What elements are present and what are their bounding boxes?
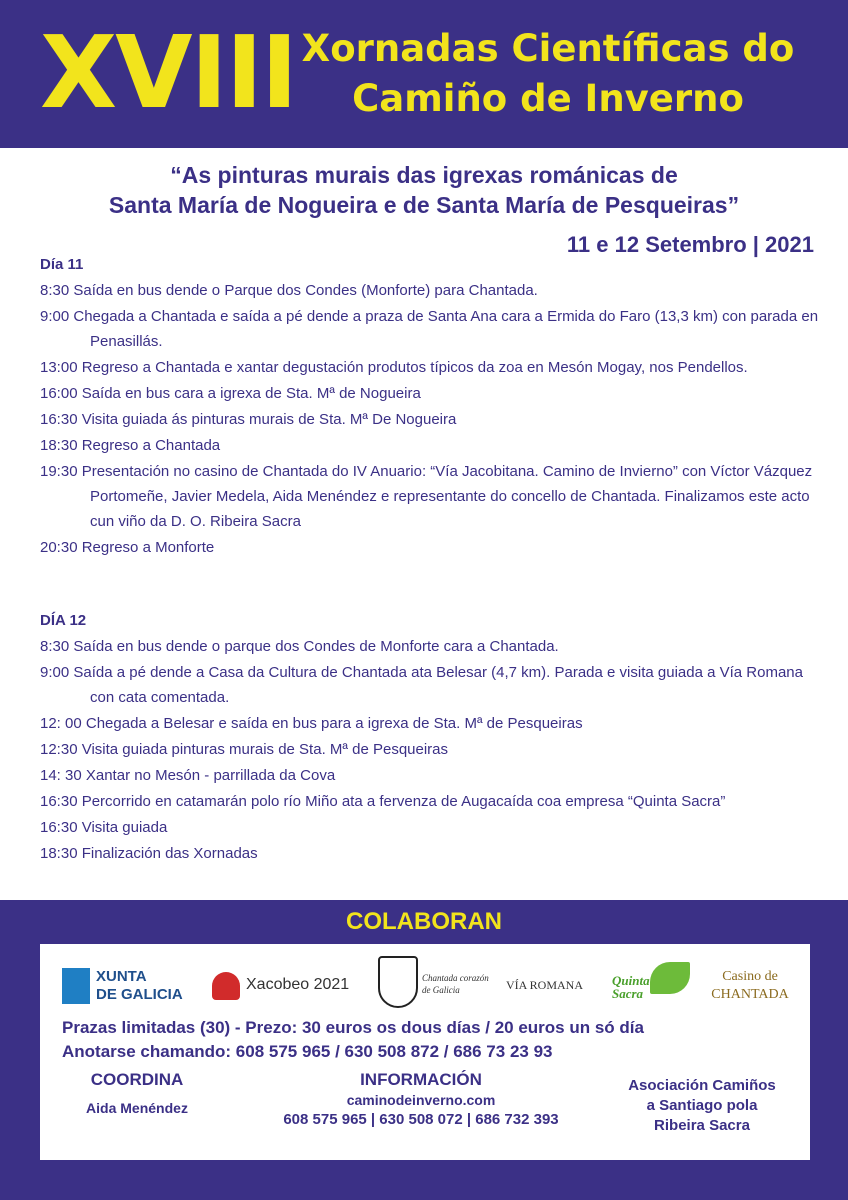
program-subtitle xyxy=(0,160,848,220)
schedule-item: 8:30 Saída en bus dende o Parque dos Condes (Monforte) para Chantada. xyxy=(40,282,538,299)
association-line3: Ribeira Sacra xyxy=(654,1117,750,1134)
casino-line2: CHANTADA xyxy=(711,987,789,1002)
header-banner xyxy=(0,0,848,148)
schedule-item: 9:00 Saída a pé dende a Casa da Cultura de Chantada ata Belesar (4,7 km). Parada e visita guiada a Vía Romana con cata comentada. xyxy=(40,664,803,706)
association-block xyxy=(612,1076,792,1136)
day2-title: DÍA 12 xyxy=(40,612,87,629)
info-phones: 608 575 965 | 630 508 072 | 686 732 393 xyxy=(283,1111,559,1128)
schedule-item: 19:30 Presentación no casino de Chantada do IV Anuario: “Vía Jacobitana. Camino de Invierno” con Víctor Vázquez Portomeñe, Javier Medela, Aida Menéndez e representante do concello de Chantada. Finalizamos este acto cun viño da D. O. Ribeira Sacra xyxy=(40,463,813,530)
schedule-item: 20:30 Regreso a Monforte xyxy=(40,539,215,556)
xunta-line2: DE GALICIA xyxy=(96,986,183,1003)
schedule-item: 13:00 Regreso a Chantada e xantar degustación produtos típicos da zoa en Mesón Mogay, nos Pendellos. xyxy=(40,359,748,376)
footer-section xyxy=(0,900,848,1200)
collaborators-panel xyxy=(40,944,810,1160)
casino-line1: Casino de xyxy=(722,969,778,984)
chantada-logo xyxy=(422,972,494,996)
sponsor-logos xyxy=(40,952,810,1012)
scallop-shell-icon xyxy=(212,972,240,1000)
chantada-line1: Chantada corazón xyxy=(422,973,489,983)
via-romana-logo: VÍA ROMANA xyxy=(506,978,584,992)
casino-chantada-logo xyxy=(700,968,800,1004)
schedule-item: 8:30 Saída en bus dende o parque dos Condes de Monforte cara a Chantada. xyxy=(40,638,559,655)
event-title xyxy=(258,24,838,124)
xacobeo-logo: Xacobeo 2021 xyxy=(246,976,350,993)
chantada-shield-icon xyxy=(378,956,418,1008)
schedule-item: 18:30 Regreso a Chantada xyxy=(40,437,221,454)
coordina-title: COORDINA xyxy=(90,1070,184,1089)
xunta-flag-icon xyxy=(62,968,90,1004)
quinta-line2: Sacra xyxy=(612,986,644,1001)
quinta-sacra-logo xyxy=(612,974,650,1000)
coordinator-name: Aida Menéndez xyxy=(86,1100,188,1116)
schedule-item: 16:00 Saída en bus cara a igrexa de Sta. Mª de Nogueira xyxy=(40,385,421,402)
schedule-item: 9:00 Chegada a Chantada e saída a pé dende a praza de Santa Ana cara a Ermida do Faro (13,3 km) con parada en Penasillás. xyxy=(40,308,819,350)
leaf-icon xyxy=(650,962,690,994)
collaborators-title: COLABORAN xyxy=(346,908,502,935)
schedule-item: 16:30 Visita guiada ás pinturas murais de Sta. Mª De Nogueira xyxy=(40,411,457,428)
info-title: INFORMACIÓN xyxy=(360,1070,482,1089)
schedule-item: 16:30 Percorrido en catamarán polo río Miño ata a fervenza de Augacaída coa empresa “Quinta Sacra” xyxy=(40,793,726,810)
schedule-item: 12:30 Visita guiada pinturas murais de Sta. Mª de Pesqueiras xyxy=(40,741,449,758)
schedule-item: 18:30 Finalización das Xornadas xyxy=(40,845,258,862)
subtitle-line1: “As pinturas murais das igrexas románicas de xyxy=(170,162,678,188)
association-line2: a Santiago pola xyxy=(646,1097,758,1114)
day1-schedule xyxy=(40,278,820,561)
website-link[interactable]: caminodeinverno.com xyxy=(346,1092,496,1108)
schedule-item: 16:30 Visita guiada xyxy=(40,819,168,836)
booking-info xyxy=(40,1016,810,1064)
xunta-logo xyxy=(96,968,183,1004)
coordination-block xyxy=(62,1070,212,1118)
quinta-line1: Quinta xyxy=(612,973,650,988)
association-line1: Asociación Camiños xyxy=(628,1077,776,1094)
prices-text: Prazas limitadas (30) - Prezo: 30 euros os dous días / 20 euros un só día xyxy=(62,1018,644,1037)
signup-phones: Anotarse chamando: 608 575 965 / 630 508 872 / 686 73 23 93 xyxy=(62,1042,553,1061)
program-section xyxy=(0,148,848,900)
chantada-line2: de Galicia xyxy=(422,985,460,995)
xunta-line1: XUNTA xyxy=(96,968,147,985)
day1-title: Día 11 xyxy=(40,256,84,273)
day2-schedule xyxy=(40,634,820,867)
subtitle-line2: Santa María de Nogueira e de Santa María de Pesqueiras” xyxy=(108,192,740,218)
event-title-line2: Camiño de Inverno xyxy=(352,77,744,120)
schedule-item: 12: 00 Chegada a Belesar e saída en bus para a igrexa de Sta. Mª de Pesqueiras xyxy=(40,715,583,732)
event-dates: 11 e 12 Setembro | 2021 xyxy=(566,232,814,257)
schedule-item: 14: 30 Xantar no Mesón - parrillada da Cova xyxy=(40,767,336,784)
edition-number: XVIII xyxy=(40,14,297,131)
information-block xyxy=(226,1070,616,1130)
event-title-line1: Xornadas Científicas do xyxy=(301,27,795,70)
